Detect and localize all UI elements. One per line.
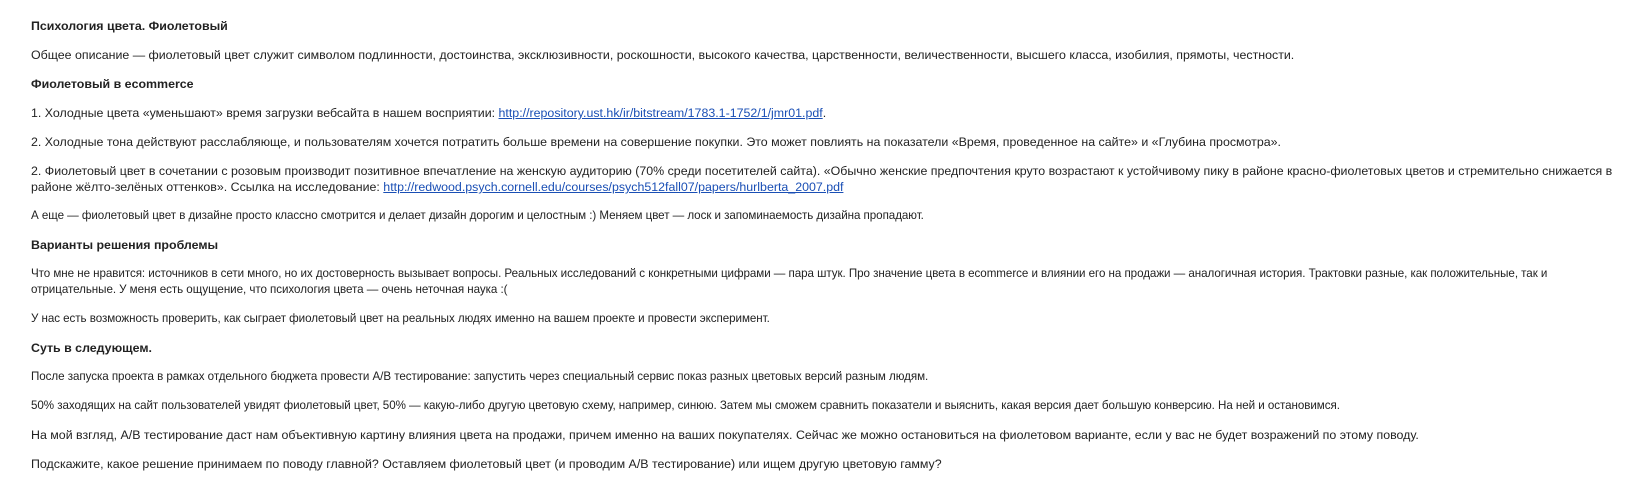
hurlberta-pdf-link[interactable]: http://redwood.psych.cornell.edu/courses/psych512fall07/papers/hurlberta_2007.pdf — [383, 180, 844, 194]
jmr01-pdf-link[interactable]: http://repository.ust.hk/ir/bitstream/1783.1-1752/1/jmr01.pdf — [498, 106, 823, 120]
options-heading: Варианты решения проблемы — [31, 238, 219, 252]
ecommerce-extra-paragraph: А еще — фиолетовый цвет в дизайне просто классно смотрится и делает дизайн дорогим и целостным :) Меняем цвет — лоск и запоминаемость дизайна пропадают. — [31, 209, 924, 222]
ecommerce-heading: Фиолетовый в ecommerce — [31, 77, 194, 91]
ecommerce-item-3-text: 2. Фиолетовый цвет в сочетании с розовым производит позитивное впечатление на женскую аудиторию (70% среди посетителей сайта). «Обычно женские предпочтения круто возрастают к устойчивому пику в районе красно-фиолетовых цветов и стремительно снижается в районе жёлто-зелёных оттенков». Ссылка на исследование: — [31, 164, 1613, 194]
ecommerce-item-3 — [31, 163, 1629, 195]
summary-paragraph-2: 50% заходящих на сайт пользователей увидят фиолетовый цвет, 50% — какую-либо другую цветовую схему, например, синюю. Затем мы сможем сравнить показатели и выяснить, какая версия дает большую конверсию. На ней и остановимся. — [31, 399, 1340, 412]
ecommerce-item-2: 2. Холодные тона действуют расслабляюще, и пользователям хочется потратить больше времени на совершение покупки. Это может повлиять на показатели «Время, проведенное на сайте» и «Глубина просмотра». — [31, 135, 1281, 149]
ecommerce-item-1 — [31, 105, 1629, 121]
summary-heading: Суть в следующем. — [31, 341, 152, 355]
document-title: Психология цвета. Фиолетовый — [31, 19, 228, 33]
options-paragraph-2: У нас есть возможность проверить, как сыграет фиолетовый цвет на реальных людях именно на вашем проекте и провести эксперимент. — [31, 312, 770, 325]
options-paragraph-1: Что мне не нравится: источников в сети много, но их достоверность вызывает вопросы. Реальных исследований с конкретными цифрами — пара штук. Про значение цвета в ecommerce и влиянии его на продажи — аналогичная история. Трактовки разные, как положительные, так и отрицательные. У меня есть ощущение, что психология цвета — очень неточная наука :( — [31, 267, 1548, 296]
ecommerce-item-1-text: 1. Холодные цвета «уменьшают» время загрузки вебсайта в нашем восприятии: — [31, 106, 496, 120]
intro-paragraph: Общее описание — фиолетовый цвет служит символом подлинности, достоинства, эксклюзивности, роскошности, высокого качества, царственности, величественности, высшего класса, изобилия, прямоты, честности. — [31, 48, 1295, 62]
summary-paragraph-3: На мой взгляд, А/В тестирование даст нам объективную картину влияния цвета на продажи, причем именно на ваших покупателях. Сейчас же можно остановиться на фиолетовом варианте, если у вас не будет возражений по этому поводу. — [31, 428, 1419, 442]
document-body — [31, 18, 1629, 472]
summary-paragraph-4: Подскажите, какое решение принимаем по поводу главной? Оставляем фиолетовый цвет (и проводим А/В тестирование) или ищем другую цветовую гамму? — [31, 457, 942, 471]
ecommerce-item-1-tail: . — [822, 106, 827, 120]
summary-paragraph-1: После запуска проекта в рамках отдельного бюджета провести А/В тестирование: запустить через специальный сервис показ разных цветовых версий разным людям. — [31, 370, 929, 383]
